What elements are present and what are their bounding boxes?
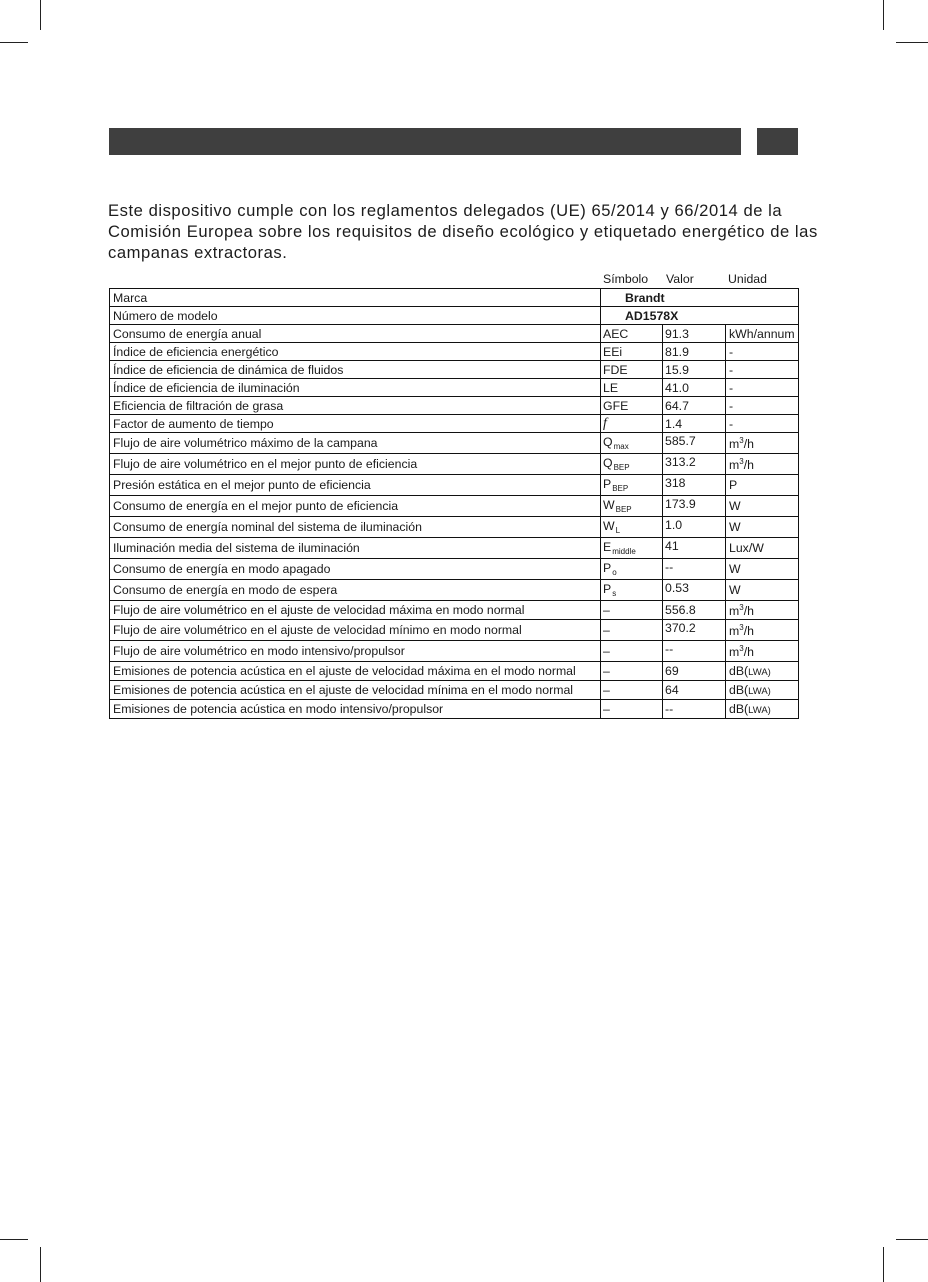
row-value: 41.0: [663, 379, 726, 397]
row-symbol: [601, 496, 663, 517]
unit-text: W: [729, 583, 741, 597]
row-unit: [726, 601, 799, 620]
unit-text: Lux/W: [729, 541, 764, 555]
table-row: [110, 700, 799, 719]
row-label: Consumo de energía en modo de espera: [110, 580, 601, 601]
table-row: [110, 454, 799, 475]
row-unit: [726, 559, 799, 580]
unit-text: kWh/annum: [729, 326, 795, 341]
row-label: Índice de eficiencia de dinámica de fluidos: [110, 361, 601, 379]
row-value: 41: [663, 538, 726, 559]
row-value: 64.7: [663, 397, 726, 415]
table-row: [110, 681, 799, 700]
spec-table: [109, 288, 799, 719]
row-label: Emisiones de potencia acústica en modo intensivo/propulsor: [110, 700, 601, 719]
unit-text: dB(: [729, 664, 749, 678]
symbol-subscript: middle: [612, 547, 636, 556]
row-symbol: [601, 580, 663, 601]
symbol-subscript: o: [612, 568, 617, 577]
unit-tail: /h: [743, 436, 754, 451]
symbol-text: –: [603, 664, 610, 678]
row-unit: [726, 662, 799, 681]
row-label: Flujo de aire volumétrico en modo intensivo/propulsor: [110, 641, 601, 662]
table-row: [110, 538, 799, 559]
section-header-bar: [109, 128, 741, 155]
row-symbol: [601, 559, 663, 580]
table-row: [110, 433, 799, 454]
row-value: 1.4: [663, 415, 726, 433]
unit-text: m: [729, 436, 740, 451]
table-row: [110, 397, 799, 415]
row-value: 15.9: [663, 361, 726, 379]
row-value: 81.9: [663, 343, 726, 361]
unit-tail: LWA): [748, 705, 771, 716]
table-row: [110, 496, 799, 517]
unit-tail: /h: [743, 457, 754, 472]
table-row: [110, 601, 799, 620]
row-unit: [726, 454, 799, 475]
symbol-subscript: BEP: [613, 463, 630, 472]
row-symbol: [601, 325, 663, 343]
row-symbol: [601, 361, 663, 379]
row-label: Flujo de aire volumétrico en el mejor punto de eficiencia: [110, 454, 601, 475]
table-row: [110, 559, 799, 580]
unit-text: W: [729, 562, 741, 576]
row-label: Consumo de energía en el mejor punto de eficiencia: [110, 496, 601, 517]
row-symbol: [601, 454, 663, 475]
symbol-text: E: [603, 540, 612, 554]
row-value: 91.3: [663, 325, 726, 343]
unit-superscript: 3: [739, 435, 744, 445]
table-row: [110, 641, 799, 662]
unit-text: m: [729, 603, 740, 618]
spec-table-body: [110, 289, 799, 719]
row-label: Flujo de aire volumétrico en el ajuste de velocidad mínimo en modo normal: [110, 620, 601, 641]
crop-mark: [883, 1247, 884, 1282]
row-unit: [726, 325, 799, 343]
row-unit: [726, 475, 799, 496]
symbol-text: GFE: [603, 398, 629, 413]
unit-text: W: [729, 520, 741, 534]
model-row: [110, 307, 799, 325]
unit-text: -: [729, 398, 734, 413]
symbol-text: –: [603, 603, 610, 617]
unit-text: m: [729, 457, 740, 472]
unit-tail: /h: [743, 644, 754, 659]
row-unit: [726, 343, 799, 361]
table-row: [110, 343, 799, 361]
row-label: Consumo de energía nominal del sistema de iluminación: [110, 517, 601, 538]
unit-text: m: [729, 644, 740, 659]
row-label: Índice de eficiencia de iluminación: [110, 379, 601, 397]
unit-text: m: [729, 623, 740, 638]
unit-column-heading: Unidad: [728, 272, 767, 286]
table-row: [110, 662, 799, 681]
unit-superscript: 3: [739, 456, 744, 466]
table-row: [110, 517, 799, 538]
unit-tail: /h: [743, 623, 754, 638]
unit-text: dB(: [729, 683, 749, 697]
table-row: [110, 325, 799, 343]
row-unit: [726, 580, 799, 601]
row-value: 585.7: [663, 433, 726, 454]
unit-superscript: 3: [739, 622, 744, 632]
row-symbol: [601, 379, 663, 397]
symbol-text: AEC: [603, 326, 629, 341]
row-symbol: [601, 517, 663, 538]
symbol-text: LE: [603, 380, 619, 395]
row-symbol: [601, 601, 663, 620]
table-row: [110, 475, 799, 496]
row-label: Flujo de aire volumétrico en el ajuste de velocidad máxima en modo normal: [110, 601, 601, 620]
symbol-subscript: max: [613, 442, 629, 451]
table-row: [110, 580, 799, 601]
symbol-text: W: [603, 519, 615, 533]
row-label: Emisiones de potencia acústica en el ajuste de velocidad mínima en el modo normal: [110, 681, 601, 700]
unit-text: -: [729, 362, 734, 377]
symbol-text: Q: [603, 435, 613, 449]
row-value: --: [663, 559, 726, 580]
intro-paragraph: Este dispositivo cumple con los reglamentos delegados (UE) 65/2014 y 66/2014 de la Comisión Europea sobre los requisitos de diseño ecológico y etiquetado energético de las campanas extractoras.: [108, 201, 818, 262]
row-unit: [726, 496, 799, 517]
unit-text: P: [729, 478, 738, 492]
unit-text: -: [729, 344, 734, 359]
symbol-text: –: [603, 683, 610, 697]
table-row: [110, 415, 799, 433]
row-value: 0.53: [663, 580, 726, 601]
table-row: [110, 361, 799, 379]
unit-text: -: [729, 380, 734, 395]
symbol-subscript: BEP: [612, 484, 629, 493]
row-value: 313.2: [663, 454, 726, 475]
row-value: 64: [663, 681, 726, 700]
crop-mark: [883, 0, 884, 30]
unit-text: W: [729, 499, 741, 513]
symbol-text: FDE: [603, 362, 628, 377]
symbol-subscript: BEP: [615, 505, 632, 514]
row-label: Iluminación media del sistema de iluminación: [110, 538, 601, 559]
unit-text: dB(: [729, 702, 749, 716]
crop-mark: [0, 42, 28, 43]
crop-mark: [40, 0, 41, 30]
row-label: Consumo de energía en modo apagado: [110, 559, 601, 580]
row-label: Eficiencia de filtración de grasa: [110, 397, 601, 415]
row-value: --: [663, 641, 726, 662]
row-symbol: [601, 415, 663, 433]
row-unit: [726, 681, 799, 700]
row-unit: [726, 517, 799, 538]
brand-row: [110, 289, 799, 307]
row-symbol: [601, 433, 663, 454]
table-row: [110, 379, 799, 397]
unit-tail: /h: [743, 603, 754, 618]
unit-superscript: 3: [739, 643, 744, 653]
symbol-text: P: [603, 582, 612, 596]
brand-value: Brandt: [601, 289, 799, 307]
row-label: Factor de aumento de tiempo: [110, 415, 601, 433]
row-symbol: [601, 641, 663, 662]
row-symbol: [601, 662, 663, 681]
symbol-text: –: [603, 623, 610, 637]
page-tab-marker: [757, 128, 798, 155]
symbol-subscript: s: [612, 589, 617, 598]
unit-superscript: 3: [739, 602, 744, 612]
row-label: Flujo de aire volumétrico máximo de la campana: [110, 433, 601, 454]
row-unit: [726, 538, 799, 559]
crop-mark: [0, 1239, 28, 1240]
unit-tail: LWA): [748, 686, 771, 697]
row-unit: [726, 415, 799, 433]
row-symbol: [601, 681, 663, 700]
table-row: [110, 620, 799, 641]
row-label: Emisiones de potencia acústica en el ajuste de velocidad máxima en el modo normal: [110, 662, 601, 681]
row-symbol: [601, 475, 663, 496]
row-label: Índice de eficiencia energético: [110, 343, 601, 361]
row-value: 318: [663, 475, 726, 496]
crop-mark: [896, 1239, 928, 1240]
symbol-subscript: L: [615, 526, 621, 535]
symbol-text: EEi: [603, 344, 623, 359]
row-label: Presión estática en el mejor punto de eficiencia: [110, 475, 601, 496]
row-value: --: [663, 700, 726, 719]
row-unit: [726, 620, 799, 641]
unit-tail: LWA): [748, 667, 771, 678]
row-symbol: [601, 397, 663, 415]
value-column-heading: Valor: [666, 272, 694, 286]
row-value: 370.2: [663, 620, 726, 641]
crop-mark: [40, 1247, 41, 1282]
row-symbol: [601, 343, 663, 361]
symbol-text: Q: [603, 456, 613, 470]
row-value: 1.0: [663, 517, 726, 538]
row-unit: [726, 433, 799, 454]
row-unit: [726, 700, 799, 719]
row-value: 556.8: [663, 601, 726, 620]
crop-mark: [896, 42, 928, 43]
symbol-text: f: [603, 415, 607, 431]
row-symbol: [601, 538, 663, 559]
row-unit: [726, 361, 799, 379]
row-unit: [726, 397, 799, 415]
symbol-text: W: [603, 498, 615, 512]
symbol-text: –: [603, 644, 610, 658]
row-unit: [726, 641, 799, 662]
model-value: AD1578X: [601, 307, 799, 325]
row-label: Consumo de energía anual: [110, 325, 601, 343]
row-value: 173.9: [663, 496, 726, 517]
symbol-column-heading: Símbolo: [603, 272, 649, 286]
row-value: 69: [663, 662, 726, 681]
symbol-text: –: [603, 702, 610, 716]
brand-label: Marca: [110, 289, 601, 307]
symbol-text: P: [603, 561, 612, 575]
unit-text: -: [729, 416, 734, 431]
row-symbol: [601, 700, 663, 719]
row-unit: [726, 379, 799, 397]
symbol-text: P: [603, 477, 612, 491]
model-label: Número de modelo: [110, 307, 601, 325]
row-symbol: [601, 620, 663, 641]
